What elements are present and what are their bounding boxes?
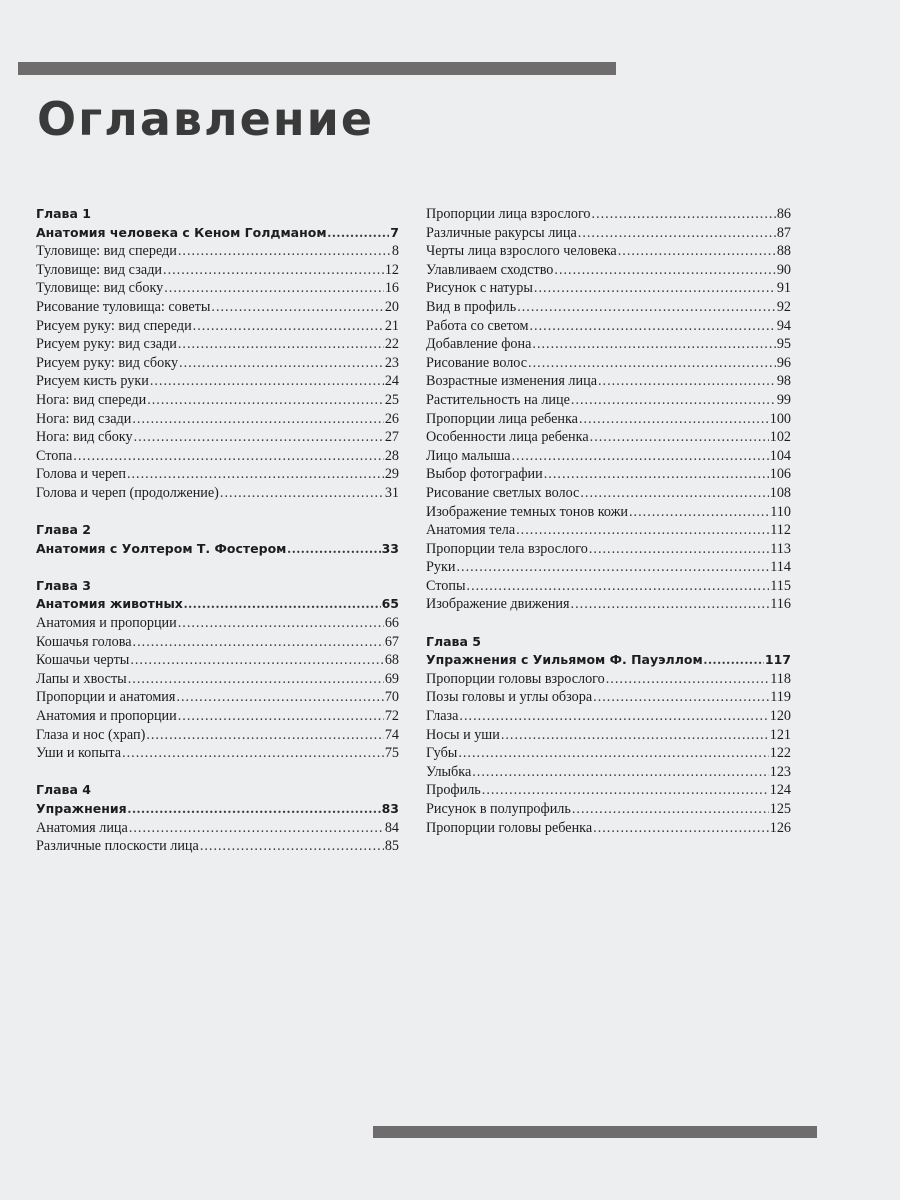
toc-entry[interactable]	[426, 317, 791, 336]
dot-leader	[544, 465, 769, 484]
entry-page-number: 90	[776, 261, 791, 278]
chapter-heading: Глава 4	[36, 782, 91, 798]
entry-page-number: 98	[776, 373, 791, 390]
entry-title: Нога: вид сзади	[36, 410, 132, 427]
entry-title: Анатомия с Уолтером Т. Фостером	[36, 540, 287, 556]
top-decorative-bar	[18, 62, 616, 75]
dot-leader	[534, 279, 776, 298]
entry-title: Рисунок в полупрофиль	[426, 801, 571, 817]
entry-title: Изображение движения	[426, 596, 570, 613]
toc-entry[interactable]	[426, 372, 791, 391]
entry-page-number: 21	[384, 317, 399, 334]
entry-page-number: 92	[776, 298, 791, 315]
entry-page-number: 16	[384, 280, 399, 297]
entry-title: Лапы и хвосты	[36, 670, 127, 687]
dot-leader	[73, 447, 384, 466]
dot-leader	[163, 261, 384, 280]
entry-title: Рисуем руку: вид сзади	[36, 336, 177, 353]
toc-left-column	[36, 205, 399, 856]
entry-page-number: 125	[769, 801, 791, 817]
dot-leader	[579, 410, 769, 429]
entry-title: Пропорции и анатомия	[36, 689, 176, 706]
entry-title: Упражнения с Уильямом Ф. Пауэллом	[426, 652, 703, 668]
entry-page-number: 33	[381, 540, 399, 556]
entry-title: Лицо малыша	[426, 447, 511, 464]
dot-leader	[472, 763, 768, 782]
dot-leader	[593, 688, 769, 707]
toc-entry[interactable]	[36, 410, 399, 429]
entry-page-number: 66	[384, 615, 399, 632]
dot-leader	[147, 391, 384, 410]
chapter-heading: Глава 3	[36, 577, 91, 593]
entry-page-number: 114	[770, 559, 791, 576]
entry-title: Руки	[426, 559, 456, 576]
dot-leader	[590, 428, 769, 447]
entry-title: Рисование волос	[426, 354, 528, 371]
entry-title: Добавление фона	[426, 336, 532, 353]
dot-leader	[200, 837, 384, 856]
entry-page-number: 110	[770, 503, 791, 520]
entry-page-number: 118	[770, 670, 791, 687]
toc-entry[interactable]	[36, 317, 399, 336]
toc-entry[interactable]	[426, 744, 791, 763]
toc-entry[interactable]	[36, 819, 399, 838]
entry-page-number: 83	[381, 801, 399, 816]
chapter-heading: Глава 2	[36, 522, 91, 538]
toc-entry[interactable]	[426, 800, 791, 819]
dot-leader	[512, 447, 769, 466]
toc-entry[interactable]	[426, 335, 791, 354]
entry-title: Рисование светлых волос	[426, 484, 580, 501]
entry-page-number: 119	[770, 689, 791, 706]
entry-title: Глаза	[426, 708, 459, 725]
entry-page-number: 26	[384, 410, 399, 427]
dot-leader	[129, 819, 384, 838]
entry-page-number: 65	[381, 596, 399, 612]
chapter-block	[36, 781, 399, 855]
entry-title: Профиль	[426, 782, 481, 799]
toc-entry-section[interactable]	[36, 224, 399, 243]
chapter-block	[36, 205, 399, 503]
toc-entry[interactable]	[36, 707, 399, 726]
toc-entry[interactable]	[426, 279, 791, 298]
entry-page-number: 112	[770, 522, 791, 539]
toc-entry[interactable]	[426, 224, 791, 243]
dot-leader	[629, 503, 769, 522]
dot-leader	[459, 707, 768, 726]
toc-entry[interactable]	[36, 744, 399, 763]
entry-page-number: 67	[384, 633, 399, 650]
entry-title: Анатомия лица	[36, 819, 128, 836]
entry-title: Работа со светом	[426, 317, 529, 334]
dot-leader	[571, 391, 776, 410]
dot-leader	[287, 540, 380, 559]
entry-page-number: 23	[384, 354, 399, 371]
dot-leader	[122, 744, 384, 763]
entry-page-number: 117	[764, 652, 791, 668]
entry-title: Уши и копыта	[36, 745, 122, 762]
dot-leader	[458, 744, 768, 763]
toc-entry[interactable]	[426, 558, 791, 577]
toc-entry[interactable]	[36, 391, 399, 410]
entry-page-number: 24	[384, 373, 399, 390]
entry-title: Носы и уши	[426, 726, 500, 743]
dot-leader	[178, 707, 384, 726]
entry-title: Рисование туловища: советы	[36, 298, 211, 315]
entry-title: Черты лица взрослого человека	[426, 243, 617, 260]
toc-entry[interactable]	[36, 688, 399, 707]
entry-page-number: 124	[769, 782, 791, 799]
dot-leader	[532, 335, 775, 354]
entry-page-number: 31	[384, 484, 399, 501]
entry-page-number: 123	[769, 763, 791, 780]
toc-entry[interactable]	[426, 726, 791, 745]
toc-entry[interactable]	[36, 651, 399, 670]
toc-entry[interactable]	[426, 540, 791, 559]
entry-page-number: 116	[770, 596, 791, 613]
entry-page-number: 70	[384, 689, 399, 706]
entry-page-number: 20	[384, 298, 399, 315]
entry-title: Вид в профиль	[426, 298, 517, 315]
toc-entry-section[interactable]	[36, 800, 399, 819]
entry-title: Нога: вид сбоку	[36, 429, 133, 446]
entry-page-number: 96	[776, 354, 791, 371]
entry-title: Растительность на лице	[426, 391, 570, 408]
dot-leader	[146, 726, 383, 745]
entry-title: Анатомия и пропорции	[36, 708, 177, 725]
toc-entry[interactable]	[426, 595, 791, 614]
entry-page-number: 85	[384, 838, 399, 855]
entry-page-number: 84	[384, 819, 399, 836]
entry-page-number: 7	[390, 224, 399, 240]
dot-leader	[704, 651, 764, 670]
entry-title: Стопы	[426, 577, 466, 594]
dot-leader	[618, 242, 776, 261]
entry-title: Позы головы и углы обзора	[426, 689, 593, 706]
toc-entry[interactable]	[36, 354, 399, 373]
toc-entry[interactable]	[36, 261, 399, 280]
entry-page-number: 25	[384, 391, 399, 408]
entry-page-number: 28	[384, 447, 399, 464]
entry-title: Анатомия животных	[36, 596, 183, 612]
toc-entry[interactable]	[36, 726, 399, 745]
chapter-block	[426, 633, 791, 838]
entry-page-number: 22	[384, 336, 399, 353]
entry-page-number: 95	[776, 336, 791, 353]
toc-entry[interactable]	[426, 261, 791, 280]
entry-title: Туловище: вид сзади	[36, 261, 163, 278]
toc-entry[interactable]	[426, 503, 791, 522]
dot-leader	[456, 558, 769, 577]
dot-leader	[130, 651, 383, 670]
entry-title: Анатомия тела	[426, 522, 516, 539]
dot-leader	[571, 595, 770, 614]
entry-page-number: 87	[776, 224, 791, 241]
entry-page-number: 126	[769, 819, 791, 836]
entry-title: Упражнения	[36, 801, 127, 816]
dot-leader	[211, 298, 383, 317]
entry-title: Особенности лица ребенка	[426, 429, 589, 446]
dot-leader	[606, 670, 769, 689]
entry-title: Рисунок с натуры	[426, 280, 533, 297]
entry-title: Кошачьи черты	[36, 652, 130, 669]
toc-entry[interactable]	[426, 391, 791, 410]
entry-title: Улавливаем сходство	[426, 261, 554, 278]
entry-title: Пропорции лица взрослого	[426, 206, 591, 222]
dot-leader	[128, 670, 384, 689]
entry-title: Рисуем руку: вид спереди	[36, 317, 192, 334]
toc-entry[interactable]	[426, 354, 791, 373]
dot-leader	[178, 242, 391, 261]
dot-leader	[134, 428, 384, 447]
toc-entry[interactable]	[36, 242, 399, 261]
entry-page-number: 29	[384, 466, 399, 483]
toc-entry[interactable]	[36, 614, 399, 633]
bottom-decorative-bar	[373, 1126, 817, 1138]
entry-title: Пропорции лица ребенка	[426, 410, 578, 427]
toc-entry[interactable]	[36, 279, 399, 298]
entry-title: Выбор фотографии	[426, 466, 543, 483]
entry-page-number: 102	[769, 429, 791, 446]
toc-entry[interactable]	[426, 484, 791, 503]
toc-entry[interactable]	[426, 688, 791, 707]
entry-title: Пропорции головы ребенка	[426, 819, 593, 836]
chapter-block	[36, 577, 399, 763]
toc-entry[interactable]	[426, 763, 791, 782]
toc-entry[interactable]	[426, 521, 791, 540]
entry-title: Улыбка	[426, 763, 472, 780]
toc-entry-section[interactable]	[426, 651, 791, 670]
dot-leader	[179, 354, 384, 373]
chapter-block	[36, 521, 399, 558]
dot-leader	[164, 279, 384, 298]
toc-entry[interactable]	[426, 205, 791, 224]
entry-title: Изображение темных тонов кожи	[426, 503, 628, 520]
toc-entry[interactable]	[426, 447, 791, 466]
dot-leader	[530, 317, 776, 336]
toc-entry[interactable]	[36, 428, 399, 447]
dot-leader	[178, 614, 384, 633]
entry-page-number: 104	[769, 447, 791, 464]
dot-leader	[132, 410, 383, 429]
entry-page-number: 94	[776, 317, 791, 334]
toc-entry[interactable]	[36, 465, 399, 484]
dot-leader	[516, 521, 769, 540]
entry-page-number: 113	[770, 540, 791, 557]
entry-page-number: 8	[391, 243, 399, 260]
toc-entry[interactable]	[426, 707, 791, 726]
toc-entry[interactable]	[426, 410, 791, 429]
toc-entry[interactable]	[36, 372, 399, 391]
toc-entry[interactable]	[426, 670, 791, 689]
entry-title: Нога: вид спереди	[36, 391, 147, 408]
dot-leader	[501, 726, 769, 745]
toc-entry[interactable]	[426, 781, 791, 800]
toc-entry[interactable]	[426, 577, 791, 596]
entry-page-number: 86	[776, 206, 791, 222]
entry-title: Голова и череп	[36, 466, 126, 483]
entry-page-number: 68	[384, 652, 399, 669]
dot-leader	[578, 224, 776, 243]
dot-leader	[128, 800, 381, 819]
dot-leader	[193, 317, 384, 336]
toc-entry[interactable]	[36, 633, 399, 652]
dot-leader	[133, 633, 384, 652]
toc-entry[interactable]	[36, 837, 399, 856]
entry-title: Губы	[426, 745, 458, 762]
entry-title: Стопа	[36, 447, 73, 464]
dot-leader	[178, 335, 384, 354]
dot-leader	[528, 354, 776, 373]
entry-page-number: 122	[769, 745, 791, 762]
entry-page-number: 72	[384, 708, 399, 725]
entry-page-number: 91	[776, 280, 791, 297]
dot-leader	[467, 577, 770, 596]
dot-leader	[184, 595, 381, 614]
entry-title: Различные ракурсы лица	[426, 224, 577, 241]
toc-entry[interactable]	[426, 298, 791, 317]
chapter-block	[426, 205, 791, 614]
chapter-heading: Глава 1	[36, 206, 91, 221]
entry-page-number: 75	[384, 745, 399, 762]
dot-leader	[554, 261, 775, 280]
entry-title: Анатомия и пропорции	[36, 615, 177, 632]
entry-page-number: 108	[769, 484, 791, 501]
toc-entry-section[interactable]	[36, 595, 399, 614]
toc-entry[interactable]	[426, 242, 791, 261]
toc-entry[interactable]	[426, 819, 791, 838]
dot-leader	[572, 800, 769, 819]
toc-entry[interactable]	[36, 670, 399, 689]
entry-page-number: 69	[384, 670, 399, 687]
entry-title: Рисуем кисть руки	[36, 373, 149, 390]
entry-title: Возрастные изменения лица	[426, 373, 597, 390]
entry-page-number: 121	[769, 726, 791, 743]
page-title: Оглавление	[37, 92, 375, 146]
dot-leader	[482, 781, 769, 800]
toc-right-column	[426, 205, 791, 837]
toc-entry[interactable]	[36, 298, 399, 317]
dot-leader	[176, 688, 383, 707]
dot-leader	[589, 540, 769, 559]
entry-page-number: 115	[770, 577, 791, 594]
dot-leader	[517, 298, 776, 317]
dot-leader	[220, 484, 384, 503]
entry-page-number: 27	[384, 429, 399, 446]
toc-entry-section[interactable]	[36, 540, 399, 559]
chapter-heading: Глава 5	[426, 633, 481, 649]
dot-leader	[593, 819, 769, 838]
dot-leader	[598, 372, 776, 391]
entry-title: Различные плоскости лица	[36, 838, 199, 855]
toc-entry[interactable]	[426, 428, 791, 447]
toc-entry[interactable]	[36, 484, 399, 503]
dot-leader	[580, 484, 768, 503]
entry-title: Пропорции головы взрослого	[426, 670, 605, 687]
dot-leader	[328, 224, 390, 243]
entry-title: Туловище: вид спереди	[36, 243, 177, 260]
entry-page-number: 100	[769, 410, 791, 427]
entry-title: Анатомия человека с Кеном Голдманом	[36, 224, 327, 240]
entry-title: Туловище: вид сбоку	[36, 280, 164, 297]
toc-entry[interactable]	[36, 447, 399, 466]
entry-title: Кошачья голова	[36, 633, 132, 650]
entry-page-number: 120	[769, 708, 791, 725]
entry-page-number: 106	[769, 466, 791, 483]
toc-entry[interactable]	[36, 335, 399, 354]
dot-leader	[127, 465, 384, 484]
entry-page-number: 88	[776, 243, 791, 260]
dot-leader	[150, 372, 384, 391]
entry-page-number: 12	[384, 261, 399, 278]
dot-leader	[592, 205, 776, 224]
entry-page-number: 99	[776, 391, 791, 408]
entry-page-number: 74	[384, 726, 399, 743]
entry-title: Голова и череп (продолжение)	[36, 484, 219, 501]
toc-entry[interactable]	[426, 465, 791, 484]
entry-title: Глаза и нос (храп)	[36, 726, 146, 743]
entry-title: Пропорции тела взрослого	[426, 540, 588, 557]
entry-title: Рисуем руку: вид сбоку	[36, 354, 179, 371]
